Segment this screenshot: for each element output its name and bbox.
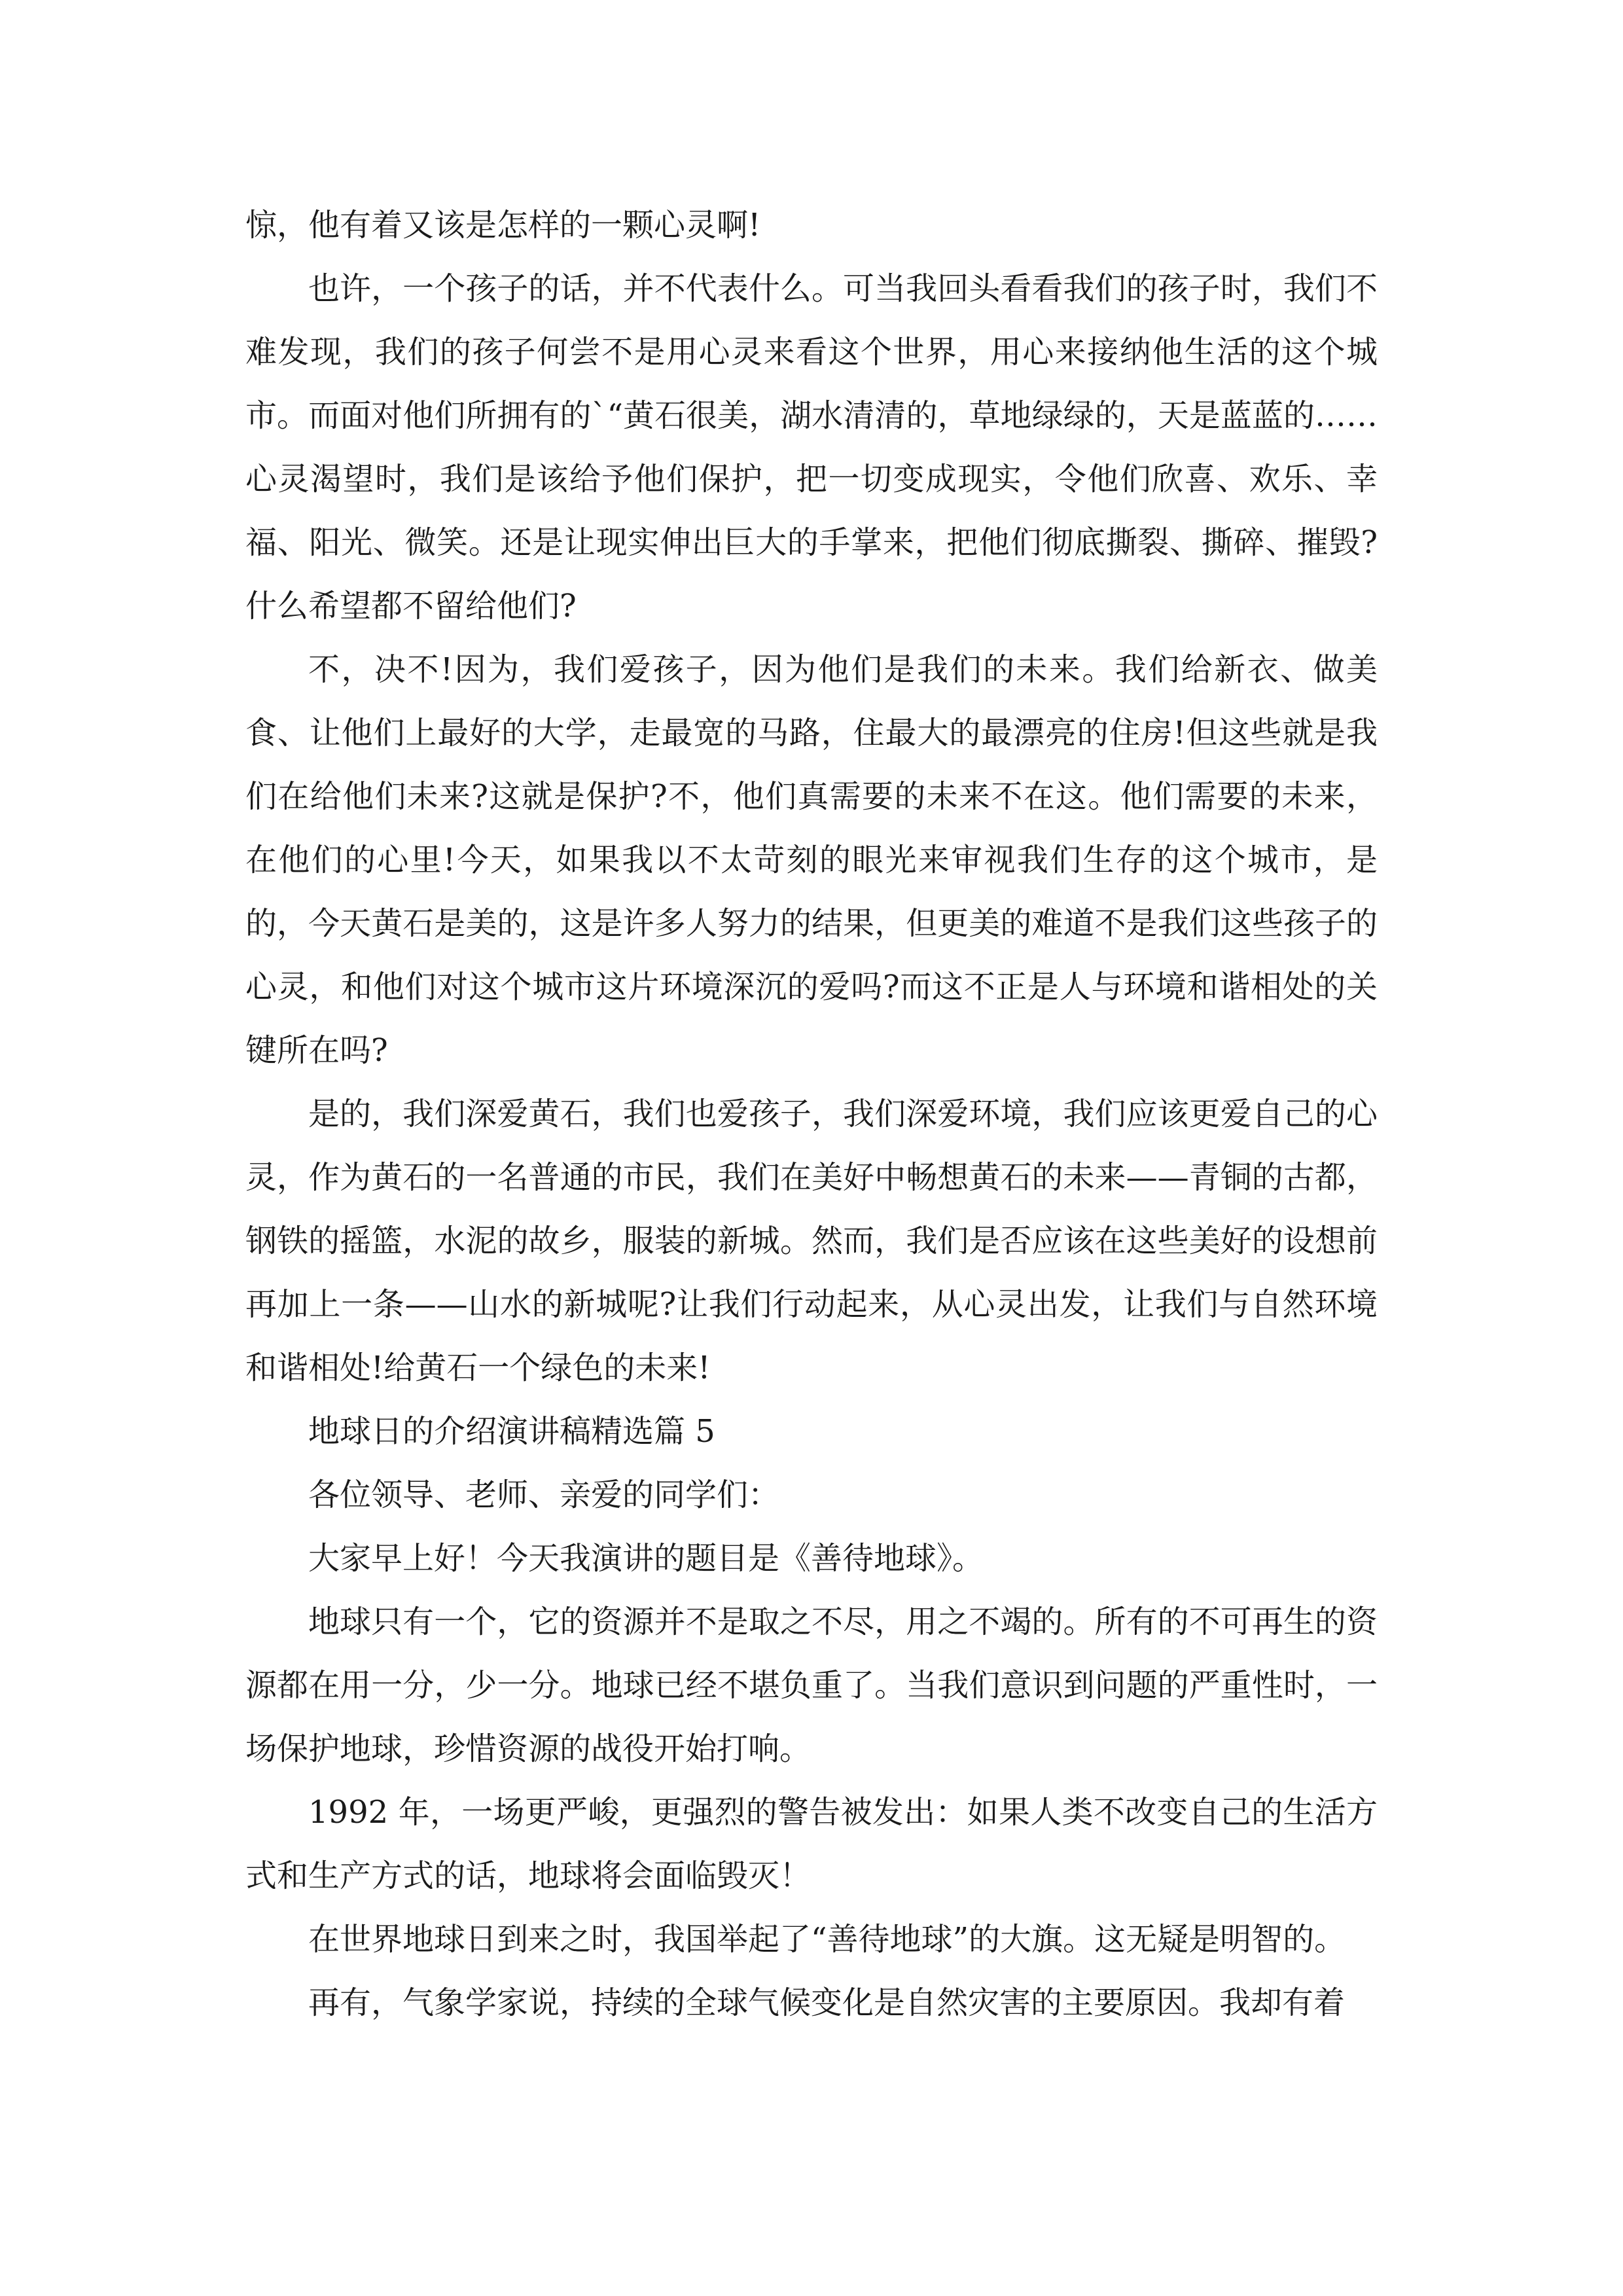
- paragraph-11: 再有，气象学家说，持续的全球气候变化是自然灾害的主要原因。我却有着: [308, 1984, 1346, 2021]
- paragraph-1: 惊，他有着又该是怎样的一颗心灵啊!: [245, 207, 761, 243]
- paragraph-4: 是的，我们深爱黄石，我们也爱孩子，我们深爱环境，我们应该更爱自己的心灵，作为黄石的一名普通的市民，我们在美好中畅想黄石的未来——青铜的古都，钢铁的摇篮，水泥的故乡，服装的新城。然而，我们是否应该在这些美好的设想前再加上一条——山水的新城呢?让我们行动起来，从心灵出发，让我们与自然环境和谐相处!给黄石一个绿色的未来!: [245, 1096, 1378, 1386]
- document-body: [245, 194, 1378, 2035]
- paragraph-8: 地球只有一个，它的资源并不是取之不尽，用之不竭的。所有的不可再生的资源都在用一分，少一分。地球已经不堪负重了。当我们意识到问题的严重性时，一场保护地球，珍惜资源的战役开始打响。: [245, 1604, 1378, 1767]
- salutation: 各位领导、老师、亲爱的同学们：: [308, 1477, 780, 1513]
- paragraph-2: 也许，一个孩子的话，并不代表什么。可当我回头看看我们的孩子时，我们不难发现，我们的孩子何尝不是用心灵来看这个世界，用心来接纳他生活的这个城市。而面对他们所拥有的`“黄石很美，湖水清清的，草地绿绿的，天是蓝蓝的……心灵渴望时，我们是该给予他们保护，把一切变成现实，令他们欣喜、欢乐、幸福、阳光、微笑。还是让现实伸出巨大的手掌来，把他们彻底撕裂、撕碎、摧毁?什么希望都不留给他们?: [245, 270, 1378, 624]
- paragraph-3: 不，决不!因为，我们爱孩子，因为他们是我们的未来。我们给新衣、做美食、让他们上最好的大学，走最宽的马路，住最大的最漂亮的住房!但这些就是我们在给他们未来?这就是保护?不，他们真需要的未来不在这。他们需要的未来，在他们的心里!今天，如果我以不太苛刻的眼光来审视我们生存的这个城市，是的，今天黄石是美的，这是许多人努力的结果，但更美的难道不是我们这些孩子的心灵，和他们对这个城市这片环境深沉的爱吗?而这不正是人与环境和谐相处的关键所在吗?: [245, 651, 1378, 1069]
- paragraph-10: 在世界地球日到来之时，我国举起了“善待地球”的大旗。这无疑是明智的。: [308, 1921, 1346, 1958]
- greeting: 大家早上好！今天我演讲的题目是《善待地球》。: [308, 1540, 984, 1577]
- section-heading: 地球日的介绍演讲稿精选篇 5: [308, 1413, 715, 1450]
- paragraph-9: 1992 年，一场更严峻，更强烈的警告被发出：如果人类不改变自己的生活方式和生产方式的话，地球将会面临毁灭！: [245, 1794, 1378, 1894]
